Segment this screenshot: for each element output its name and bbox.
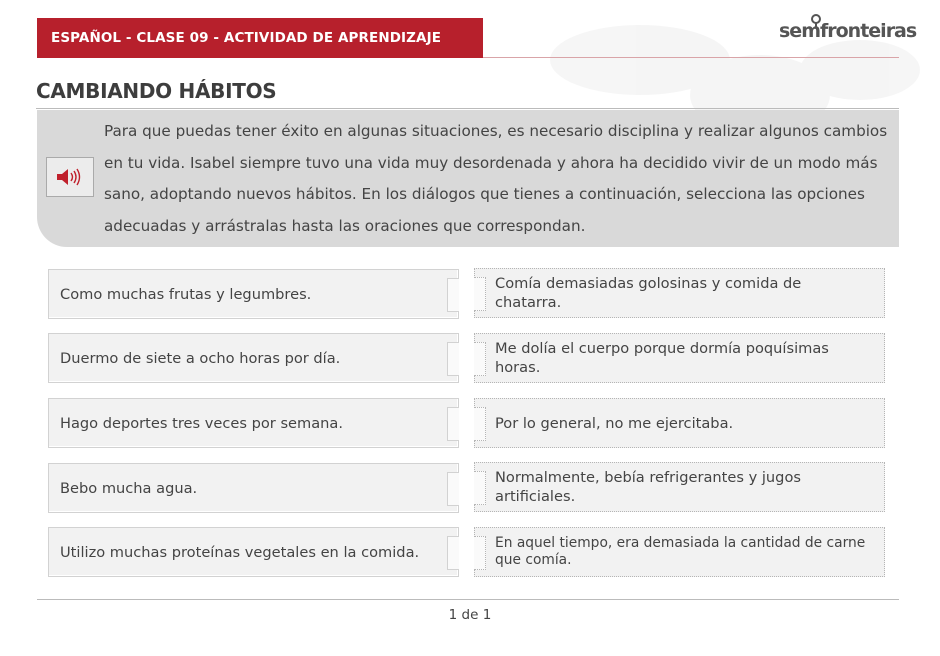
semfronteiras-logo <box>779 14 917 46</box>
statement-text: Duermo de siete a ocho horas por día. <box>60 349 341 367</box>
statement-item <box>48 463 459 513</box>
footer-divider <box>37 599 899 600</box>
statement-text: Como muchas frutas y legumbres. <box>60 285 312 303</box>
draggable-option[interactable] <box>474 268 885 318</box>
drag-tab <box>474 471 486 505</box>
drop-slot[interactable] <box>447 342 459 376</box>
pagination-indicator: 1 de 1 <box>448 607 492 623</box>
statement-item <box>48 398 459 448</box>
drop-slot[interactable] <box>447 407 459 441</box>
instructions-text: Para que puedas tener éxito en algunas situaciones, es necesario disciplina y realizar algunos cambios en tu vida. Isabel siempre tuvo una vida muy desordenada y ahora ha decidido vivir de un modo más sano, adoptando nuevos hábitos. En los diálogos que tienes a continuación, selecciona las opciones adecuadas y arrástralas hasta las oraciones que correspondan. <box>104 122 888 236</box>
draggable-option[interactable] <box>474 527 885 577</box>
draggable-option[interactable] <box>474 462 885 512</box>
drag-tab <box>474 536 486 570</box>
page-title: CAMBIANDO HÁBITOS <box>36 79 277 103</box>
course-banner: ESPAÑOL - CLASE 09 - ACTIVIDAD DE APRENDIZAJE <box>37 18 483 58</box>
drop-slot[interactable] <box>447 472 459 506</box>
option-text: Por lo general, no me ejercitaba. <box>495 414 734 432</box>
header-divider <box>483 57 899 58</box>
option-text: Normalmente, bebía refrigerantes y jugos artificiales. <box>495 469 801 505</box>
drop-slot[interactable] <box>447 278 459 312</box>
statement-text: Utilizo muchas proteínas vegetales en la comida. <box>60 543 420 561</box>
drag-tab <box>474 407 486 441</box>
drag-tab <box>474 277 486 311</box>
speaker-icon <box>55 166 85 188</box>
statement-item <box>48 527 459 577</box>
option-text: En aquel tiempo, era demasiada la cantidad de carne que comía. <box>495 534 866 568</box>
draggable-option[interactable] <box>474 398 885 448</box>
drop-slot[interactable] <box>447 536 459 570</box>
option-text: Comía demasiadas golosinas y comida de chatarra. <box>495 275 802 311</box>
statement-text: Hago deportes tres veces por semana. <box>60 414 344 432</box>
statement-item <box>48 333 459 383</box>
statement-item <box>48 269 459 319</box>
statement-text: Bebo mucha agua. <box>60 479 198 497</box>
drag-tab <box>474 342 486 376</box>
title-divider <box>36 108 899 109</box>
audio-play-button[interactable] <box>46 157 94 197</box>
logo-wordmark: semfronteiras <box>779 20 917 42</box>
option-text: Me dolía el cuerpo porque dormía poquísimas horas. <box>495 340 829 376</box>
draggable-option[interactable] <box>474 333 885 383</box>
